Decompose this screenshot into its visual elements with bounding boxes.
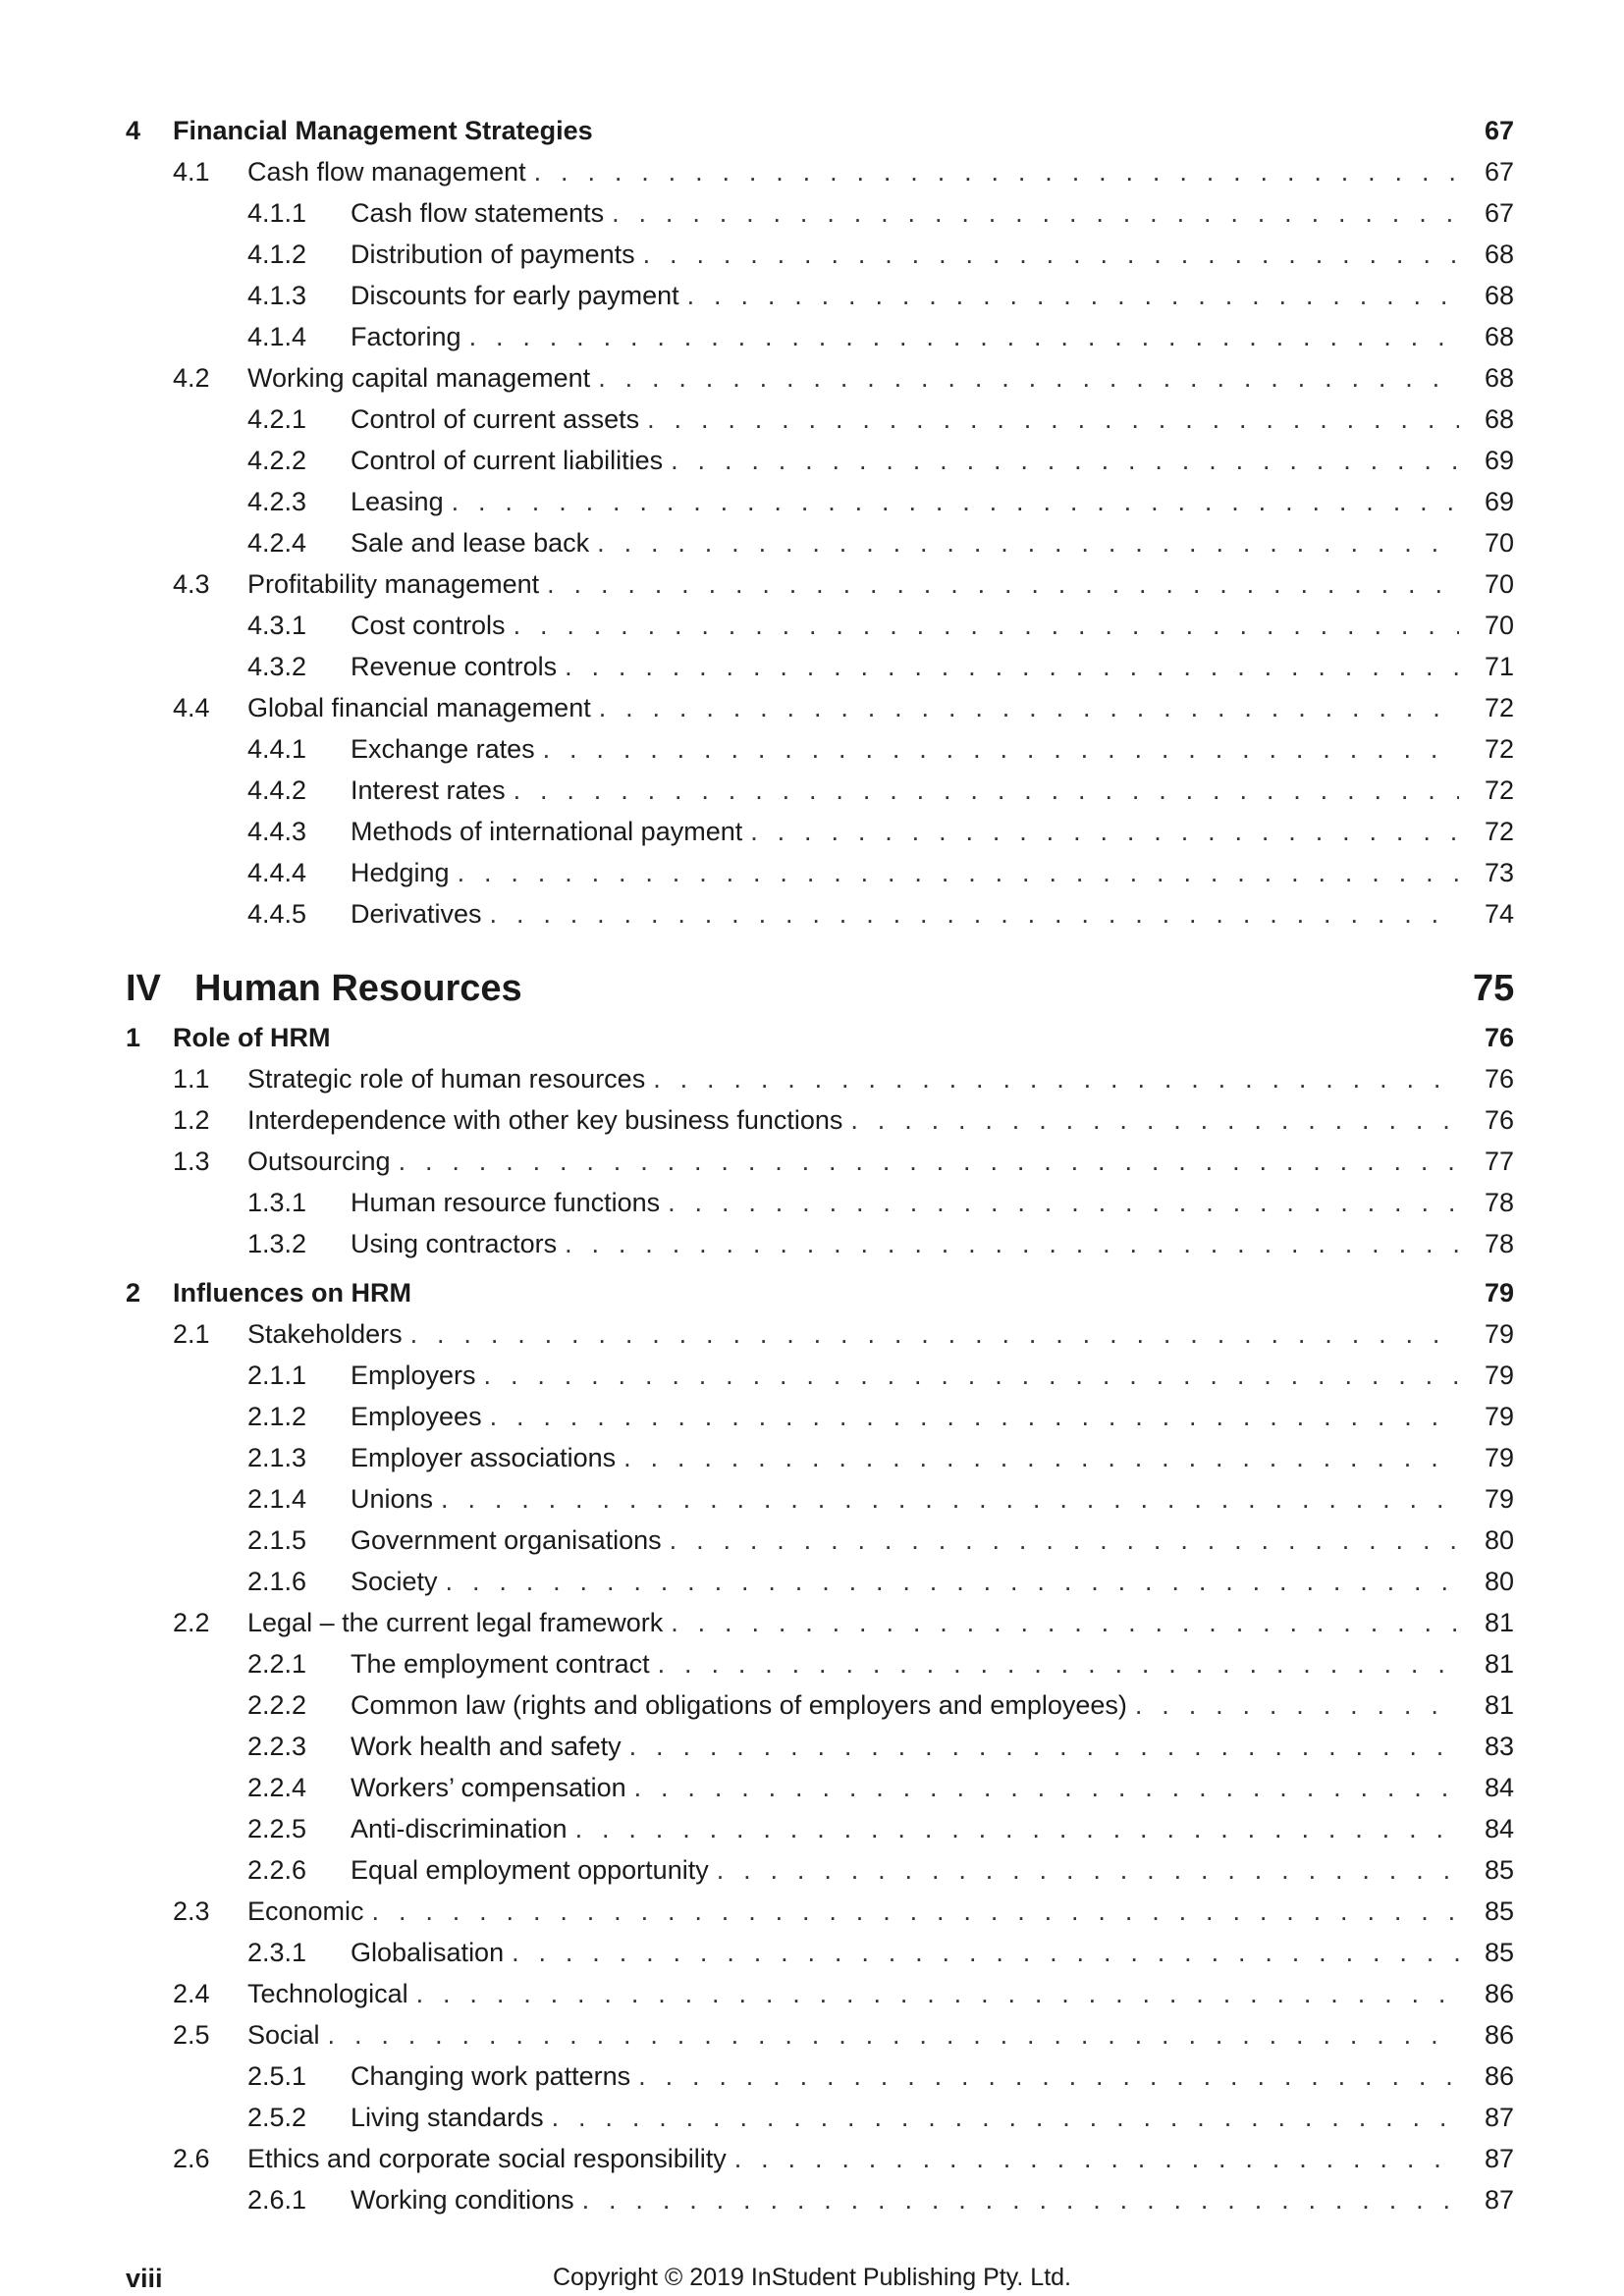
dot-leader xyxy=(717,1855,1459,1886)
toc-entry-page: 79 xyxy=(1484,1484,1514,1514)
toc-entry-title: Hedging xyxy=(351,858,450,887)
toc-entry-number: 4.4.3 xyxy=(247,817,307,846)
toc-entry-subsection[interactable] xyxy=(247,1773,1514,1803)
dot-leader xyxy=(1135,1690,1459,1721)
toc-entry-subsection[interactable] xyxy=(247,611,1514,641)
toc-entry-title: Interdependence with other key business functions xyxy=(247,1105,843,1135)
toc-entry-section[interactable] xyxy=(173,1608,1514,1638)
toc-entry-title: Working conditions xyxy=(351,2185,574,2215)
toc-entry-title: Distribution of payments xyxy=(351,240,635,269)
toc-entry-title: Social xyxy=(247,2020,320,2050)
toc-entry-title: Common law (rights and obligations of employers and employees) xyxy=(351,1690,1127,1720)
toc-entry-section[interactable] xyxy=(173,2144,1514,2174)
toc-entry-title: Methods of international payment xyxy=(351,817,743,846)
toc-entry-section[interactable] xyxy=(173,1064,1514,1095)
toc-entry-number: 1.2 xyxy=(173,1105,210,1135)
toc-entry-subsection[interactable] xyxy=(247,2185,1514,2216)
toc-entry-subsection[interactable] xyxy=(247,281,1514,311)
toc-entry-section[interactable] xyxy=(173,569,1514,600)
toc-entry-subsection[interactable] xyxy=(247,404,1514,435)
toc-entry-subsection[interactable] xyxy=(247,2061,1514,2092)
dot-leader xyxy=(328,2020,1459,2051)
toc-entry-subsection[interactable] xyxy=(247,1649,1514,1680)
toc-entry-number: 2.4 xyxy=(173,1979,210,2008)
toc-entry-title: Derivatives xyxy=(351,899,482,929)
toc-entry-page: 70 xyxy=(1484,528,1514,558)
dot-leader xyxy=(547,569,1459,600)
dot-leader xyxy=(653,1064,1459,1095)
toc-entry-title: Equal employment opportunity xyxy=(351,1855,709,1885)
toc-entry-title: Society xyxy=(351,1567,438,1596)
toc-entry-title: The employment contract xyxy=(351,1649,650,1679)
toc-entry-title: Human Resources xyxy=(194,968,522,1009)
toc-entry-title: Cost controls xyxy=(351,611,506,640)
toc-entry-title: Changing work patterns xyxy=(351,2061,631,2091)
dot-leader xyxy=(670,1525,1459,1556)
toc-entry-subsection[interactable] xyxy=(247,1443,1514,1473)
toc-entry-title: Work health and safety xyxy=(351,1732,622,1761)
toc-entry-number: 2.1.3 xyxy=(247,1443,307,1472)
footer-copyright: Copyright © 2019 InStudent Publishing Pty. Ltd. xyxy=(552,2264,1071,2291)
toc-entry-subsection[interactable] xyxy=(247,528,1514,559)
dot-leader xyxy=(734,2144,1459,2174)
toc-entry-number: 4 xyxy=(126,116,141,145)
dot-leader xyxy=(565,1229,1459,1259)
toc-entry-page: 74 xyxy=(1484,899,1514,929)
dot-leader xyxy=(647,404,1459,435)
toc-entry-title: Control of current liabilities xyxy=(351,446,664,475)
toc-entry-subsection[interactable] xyxy=(247,734,1514,765)
toc-entry-section[interactable] xyxy=(173,1105,1514,1136)
toc-entry-subsection[interactable] xyxy=(247,240,1514,270)
toc-entry-number: 2.2.5 xyxy=(247,1814,307,1843)
toc-entry-section[interactable] xyxy=(173,1319,1514,1350)
toc-entry-chapter[interactable] xyxy=(126,1023,1514,1053)
toc-entry-title: Legal – the current legal framework xyxy=(247,1608,664,1637)
toc-entry-number: 2.1.6 xyxy=(247,1567,307,1596)
toc-entry-number: 4.2.2 xyxy=(247,446,307,475)
toc-entry-page: 81 xyxy=(1484,1649,1514,1679)
toc-entry-title: Ethics and corporate social responsibility xyxy=(247,2144,727,2173)
toc-entry-subsection[interactable] xyxy=(247,322,1514,352)
toc-entry-part[interactable] xyxy=(126,968,1515,1010)
dot-leader xyxy=(634,1773,1459,1803)
toc-entry-subsection[interactable] xyxy=(247,446,1514,476)
toc-entry-page: 78 xyxy=(1484,1188,1514,1217)
toc-entry-subsection[interactable] xyxy=(247,198,1514,229)
toc-entry-page: 68 xyxy=(1484,363,1514,393)
toc-entry-number: 2.3.1 xyxy=(247,1938,307,1967)
toc-entry-number: 2.5 xyxy=(173,2020,210,2050)
dot-leader xyxy=(452,487,1459,517)
toc-entry-page: 84 xyxy=(1484,1773,1514,1802)
toc-entry-title: Workers’ compensation xyxy=(351,1773,626,1802)
toc-entry-number: 4.1 xyxy=(173,157,210,187)
dot-leader xyxy=(687,281,1459,311)
toc-entry-page: 67 xyxy=(1484,198,1514,228)
toc-entry-subsection[interactable] xyxy=(247,1690,1514,1721)
toc-entry-page: 80 xyxy=(1484,1525,1514,1555)
toc-entry-page: 70 xyxy=(1484,569,1514,599)
toc-entry-page: 72 xyxy=(1484,693,1514,722)
dot-leader xyxy=(629,1732,1459,1762)
dot-leader xyxy=(612,198,1459,229)
toc-entry-subsection[interactable] xyxy=(247,1402,1514,1432)
toc-entry-title: Using contractors xyxy=(351,1229,558,1258)
dot-leader xyxy=(399,1147,1459,1177)
toc-entry-page: 68 xyxy=(1484,240,1514,269)
toc-entry-page: 81 xyxy=(1484,1608,1514,1637)
toc-entry-title: Living standards xyxy=(351,2103,544,2132)
toc-entry-number: 4.4 xyxy=(173,693,210,722)
toc-entry-number: 2.6.1 xyxy=(247,2185,307,2215)
toc-entry-title: Influences on HRM xyxy=(173,1278,412,1308)
toc-entry-page: 77 xyxy=(1484,1147,1514,1176)
dot-leader xyxy=(484,1361,1459,1391)
toc-entry-page: 76 xyxy=(1484,1023,1514,1052)
toc-entry-number: 4.3.1 xyxy=(247,611,307,640)
toc-entry-title: Employees xyxy=(351,1402,482,1431)
dot-leader xyxy=(458,858,1459,888)
toc-entry-title: Human resource functions xyxy=(351,1188,661,1217)
toc-entry-number: 4.3.2 xyxy=(247,652,307,681)
toc-entry-page: 85 xyxy=(1484,1896,1514,1926)
toc-entry-page: 78 xyxy=(1484,1229,1514,1258)
toc-entry-page: 86 xyxy=(1484,2061,1514,2091)
toc-entry-page: 67 xyxy=(1484,116,1514,145)
toc-entry-page: 87 xyxy=(1484,2185,1514,2215)
toc-entry-subsection[interactable] xyxy=(247,1484,1514,1515)
toc-entry-number: 4.2.1 xyxy=(247,404,307,434)
dot-leader xyxy=(490,899,1459,930)
dot-leader xyxy=(599,693,1459,723)
toc-entry-number: 2.2.4 xyxy=(247,1773,307,1802)
toc-entry-section[interactable] xyxy=(173,157,1514,187)
dot-leader xyxy=(469,322,1459,352)
toc-entry-title: Outsourcing xyxy=(247,1147,391,1176)
dot-leader xyxy=(512,1938,1459,1968)
toc-entry-page: 85 xyxy=(1484,1938,1514,1967)
toc-entry-title: Anti-discrimination xyxy=(351,1814,568,1843)
dot-leader xyxy=(582,2185,1459,2216)
dot-leader xyxy=(671,1608,1459,1638)
toc-entry-title: Cash flow statements xyxy=(351,198,605,228)
toc-entry-subsection[interactable] xyxy=(247,1938,1514,1968)
toc-entry-page: 81 xyxy=(1484,1690,1514,1720)
dot-leader xyxy=(597,528,1459,559)
toc-entry-title: Role of HRM xyxy=(173,1023,331,1052)
toc-entry-chapter[interactable] xyxy=(126,116,1514,146)
toc-entry-title: Sale and lease back xyxy=(351,528,590,558)
toc-entry-number: 4.1.2 xyxy=(247,240,307,269)
toc-entry-title: Discounts for early payment xyxy=(351,281,679,310)
toc-entry-section[interactable] xyxy=(173,1896,1514,1927)
dot-leader xyxy=(598,363,1459,394)
toc-entry-number: 4.4.5 xyxy=(247,899,307,929)
dot-leader xyxy=(514,611,1459,641)
toc-entry-subsection[interactable] xyxy=(247,1855,1514,1886)
toc-entry-number: 2.2.3 xyxy=(247,1732,307,1761)
toc-entry-page: 69 xyxy=(1484,446,1514,475)
dot-leader xyxy=(534,157,1459,187)
toc-entry-page: 68 xyxy=(1484,404,1514,434)
dot-leader xyxy=(671,446,1459,476)
toc-entry-number: 4.1.3 xyxy=(247,281,307,310)
toc-entry-number: 1.3.2 xyxy=(247,1229,307,1258)
toc-entry-title: Leasing xyxy=(351,487,444,516)
toc-entry-page: 86 xyxy=(1484,2020,1514,2050)
toc-entry-page: 86 xyxy=(1484,1979,1514,2008)
toc-entry-page: 79 xyxy=(1484,1278,1514,1308)
toc-entry-page: 79 xyxy=(1484,1361,1514,1390)
toc-entry-subsection[interactable] xyxy=(247,1525,1514,1556)
toc-entry-subsection[interactable] xyxy=(247,858,1514,888)
toc-entry-page: 72 xyxy=(1484,734,1514,764)
toc-entry-subsection[interactable] xyxy=(247,899,1514,930)
dot-leader xyxy=(623,1443,1459,1473)
toc-entry-number: 1 xyxy=(126,1023,141,1052)
toc-entry-page: 73 xyxy=(1484,858,1514,887)
dot-leader xyxy=(638,2061,1459,2092)
toc-entry-page: 68 xyxy=(1484,322,1514,351)
dot-leader xyxy=(565,652,1459,682)
toc-entry-title: Control of current assets xyxy=(351,404,640,434)
toc-entry-subsection[interactable] xyxy=(247,2103,1514,2133)
footer-page-number: viii xyxy=(126,2264,163,2293)
toc-entry-page: 69 xyxy=(1484,487,1514,516)
toc-entry-subsection[interactable] xyxy=(247,652,1514,682)
toc-entry-number: 2.1.4 xyxy=(247,1484,307,1514)
toc-entry-section[interactable] xyxy=(173,363,1514,394)
toc-entry-page: 67 xyxy=(1484,157,1514,187)
toc-entry-page: 79 xyxy=(1484,1319,1514,1349)
toc-entry-number: 2.1.5 xyxy=(247,1525,307,1555)
toc-entry-title: Unions xyxy=(351,1484,434,1514)
toc-entry-title: Factoring xyxy=(351,322,461,351)
dot-leader xyxy=(750,817,1459,847)
toc-entry-subsection[interactable] xyxy=(247,1361,1514,1391)
dot-leader xyxy=(668,1188,1459,1218)
toc-entry-subsection[interactable] xyxy=(247,487,1514,517)
toc-entry-subsection[interactable] xyxy=(247,1188,1514,1218)
dot-leader xyxy=(643,240,1459,270)
toc-entry-number: 4.4.4 xyxy=(247,858,307,887)
toc-entry-page: 75 xyxy=(1473,968,1515,1009)
toc-entry-page: 70 xyxy=(1484,611,1514,640)
toc-entry-number: 2.2.2 xyxy=(247,1690,307,1720)
toc-entry-number: 2 xyxy=(126,1278,141,1308)
dot-leader xyxy=(575,1814,1459,1844)
toc-entry-title: Exchange rates xyxy=(351,734,535,764)
toc-entry-title: Stakeholders xyxy=(247,1319,403,1349)
toc-entry-page: 76 xyxy=(1484,1105,1514,1135)
toc-entry-page: 80 xyxy=(1484,1567,1514,1596)
toc-entry-number: IV xyxy=(126,968,161,1009)
toc-entry-number: 1.3 xyxy=(173,1147,210,1176)
toc-entry-title: Profitability management xyxy=(247,569,540,599)
toc-entry-subsection[interactable] xyxy=(247,1567,1514,1597)
toc-entry-title: Cash flow management xyxy=(247,157,526,187)
toc-entry-title: Economic xyxy=(247,1896,364,1926)
toc-entry-title: Interest rates xyxy=(351,775,506,805)
dot-leader xyxy=(543,734,1459,765)
toc-entry-number: 4.4.1 xyxy=(247,734,307,764)
toc-entry-page: 84 xyxy=(1484,1814,1514,1843)
toc-entry-page: 87 xyxy=(1484,2144,1514,2173)
toc-entry-title: Strategic role of human resources xyxy=(247,1064,646,1094)
dot-leader xyxy=(514,775,1459,806)
toc-entry-section[interactable] xyxy=(173,1147,1514,1177)
toc-entry-number: 2.5.2 xyxy=(247,2103,307,2132)
dot-leader xyxy=(850,1105,1459,1136)
toc-entry-number: 1.1 xyxy=(173,1064,210,1094)
toc-entry-number: 4.2.4 xyxy=(247,528,307,558)
toc-entry-page: 68 xyxy=(1484,281,1514,310)
toc-entry-title: Financial Management Strategies xyxy=(173,116,593,145)
toc-entry-title: Employers xyxy=(351,1361,476,1390)
toc-entry-number: 2.5.1 xyxy=(247,2061,307,2091)
toc-entry-number: 4.2.3 xyxy=(247,487,307,516)
toc-entry-section[interactable] xyxy=(173,2020,1514,2051)
toc-entry-page: 87 xyxy=(1484,2103,1514,2132)
dot-leader xyxy=(416,1979,1459,2009)
toc-entry-subsection[interactable] xyxy=(247,1814,1514,1844)
toc-entry-title: Working capital management xyxy=(247,363,591,393)
toc-entry-title: Employer associations xyxy=(351,1443,617,1472)
toc-entry-number: 2.1 xyxy=(173,1319,210,1349)
toc-entry-number: 4.1.1 xyxy=(247,198,307,228)
dot-leader xyxy=(410,1319,1459,1350)
toc-entry-number: 2.2.1 xyxy=(247,1649,307,1679)
toc-entry-number: 4.4.2 xyxy=(247,775,307,805)
toc-entry-number: 2.2.6 xyxy=(247,1855,307,1885)
toc-entry-subsection[interactable] xyxy=(247,1732,1514,1762)
toc-entry-page: 72 xyxy=(1484,775,1514,805)
dot-leader xyxy=(490,1402,1459,1432)
toc-entry-section[interactable] xyxy=(173,693,1514,723)
toc-entry-subsection[interactable] xyxy=(247,1229,1514,1259)
toc-entry-page: 79 xyxy=(1484,1443,1514,1472)
toc-entry-chapter[interactable] xyxy=(126,1278,1514,1308)
toc-entry-page: 83 xyxy=(1484,1732,1514,1761)
dot-leader xyxy=(446,1567,1459,1597)
toc-entry-title: Technological xyxy=(247,1979,408,2008)
toc-entry-number: 2.1.2 xyxy=(247,1402,307,1431)
dot-leader xyxy=(552,2103,1459,2133)
toc-entry-number: 4.2 xyxy=(173,363,210,393)
toc-entry-number: 2.2 xyxy=(173,1608,210,1637)
toc-entry-page: 72 xyxy=(1484,817,1514,846)
toc-entry-page: 79 xyxy=(1484,1402,1514,1431)
dot-leader xyxy=(372,1896,1459,1927)
toc-entry-title: Revenue controls xyxy=(351,652,558,681)
toc-entry-page: 71 xyxy=(1484,652,1514,681)
toc-entry-title: Government organisations xyxy=(351,1525,662,1555)
toc-entry-number: 2.1.1 xyxy=(247,1361,307,1390)
toc-entry-number: 4.3 xyxy=(173,569,210,599)
toc-entry-page: 85 xyxy=(1484,1855,1514,1885)
toc-entry-page: 76 xyxy=(1484,1064,1514,1094)
toc-entry-title: Global financial management xyxy=(247,693,591,722)
toc-entry-title: Globalisation xyxy=(351,1938,505,1967)
toc-entry-number: 1.3.1 xyxy=(247,1188,307,1217)
toc-entry-section[interactable] xyxy=(173,1979,1514,2009)
toc-entry-number: 4.1.4 xyxy=(247,322,307,351)
dot-leader xyxy=(658,1649,1459,1680)
toc-entry-subsection[interactable] xyxy=(247,775,1514,806)
toc-entry-number: 2.3 xyxy=(173,1896,210,1926)
toc-entry-subsection[interactable] xyxy=(247,817,1514,847)
dot-leader xyxy=(441,1484,1459,1515)
toc-entry-number: 2.6 xyxy=(173,2144,210,2173)
